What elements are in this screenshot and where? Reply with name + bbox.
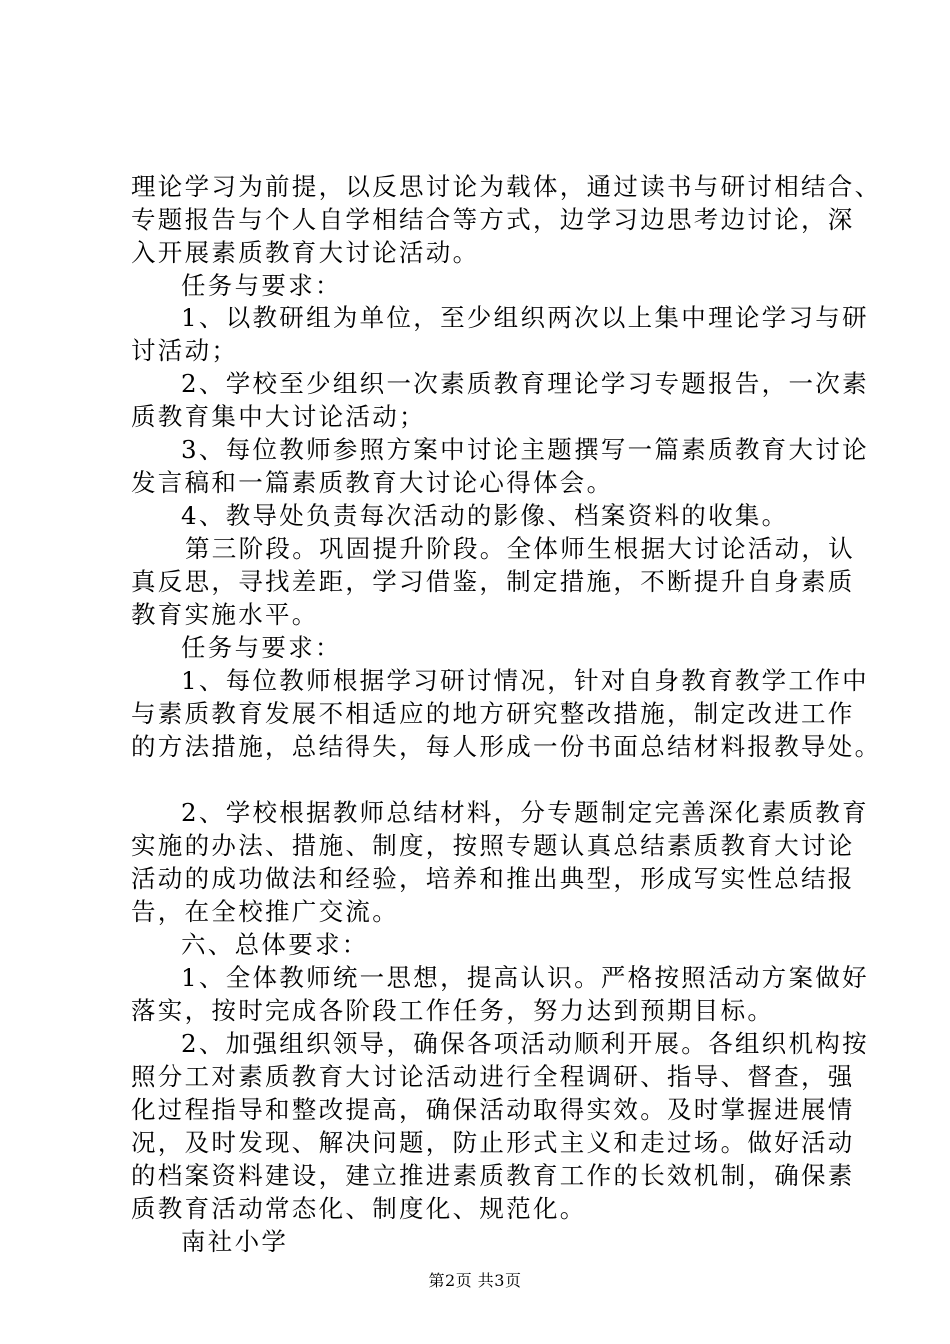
paragraph-line: 1、每位教师根据学习研讨情况，针对自身教育教学工作中 — [181, 666, 869, 695]
section-heading: 六、总体要求： — [181, 930, 369, 959]
paragraph-line: 1、全体教师统一思想，提高认识。严格按照活动方案做好 — [181, 963, 869, 992]
paragraph-line: 2、加强组织领导，确保各项活动顺利开展。各组织机构按 — [181, 1029, 869, 1058]
paragraph-line: 照分工对素质教育大讨论活动进行全程调研、指导、督查，强 — [131, 1062, 855, 1091]
paragraph-line: 教育实施水平。 — [131, 600, 319, 629]
paragraph-line: 质教育活动常态化、制度化、规范化。 — [131, 1194, 587, 1223]
paragraph-line: 入开展素质教育大讨论活动。 — [131, 238, 480, 267]
paragraph-line: 真反思，寻找差距，学习借鉴，制定措施，不断提升自身素质 — [131, 567, 855, 596]
paragraph-line: 质教育集中大讨论活动； — [131, 402, 426, 431]
page-number: 第2页 共3页 — [428, 1271, 522, 1290]
paragraph-line: 发言稿和一篇素质教育大讨论心得体会。 — [131, 468, 614, 497]
paragraph-line: 2、学校根据教师总结材料，分专题制定完善深化素质教育 — [181, 798, 869, 827]
paragraph-line: 活动的成功做法和经验，培养和推出典型，形成写实性总结报 — [131, 864, 855, 893]
paragraph-line: 与素质教育发展不相适应的地方研究整改措施，制定改进工作 — [131, 699, 855, 728]
paragraph-line: 理论学习为前提，以反思讨论为载体，通过读书与研讨相结合、 — [131, 172, 882, 201]
paragraph-line: 的方法措施，总结得失，每人形成一份书面总结材料报教导处。 — [131, 732, 882, 761]
signature-school-name: 南社小学 — [181, 1227, 289, 1256]
section-heading: 任务与要求： — [181, 633, 342, 662]
section-heading: 任务与要求： — [181, 271, 342, 300]
paragraph-line: 讨活动； — [131, 336, 239, 365]
paragraph-line: 3、每位教师参照方案中讨论主题撰写一篇素质教育大讨论 — [181, 435, 869, 464]
page-footer — [0, 1271, 950, 1291]
paragraph-line: 况，及时发现、解决问题，防止形式主义和走过场。做好活动 — [131, 1128, 855, 1157]
paragraph-line: 落实，按时完成各阶段工作任务，努力达到预期目标。 — [131, 996, 775, 1025]
paragraph-line: 告，在全校推广交流。 — [131, 897, 399, 926]
paragraph-line: 实施的办法、措施、制度，按照专题认真总结素质教育大讨论 — [131, 831, 855, 860]
paragraph-line: 2、学校至少组织一次素质教育理论学习专题报告，一次素 — [181, 369, 869, 398]
paragraph-line: 1、以教研组为单位，至少组织两次以上集中理论学习与研 — [181, 303, 869, 332]
paragraph-line: 第三阶段。巩固提升阶段。全体师生根据大讨论活动，认 — [185, 534, 855, 563]
paragraph-line: 化过程指导和整改提高，确保活动取得实效。及时掌握进展情 — [131, 1095, 855, 1124]
paragraph-line: 4、教导处负责每次活动的影像、档案资料的收集。 — [181, 501, 789, 530]
paragraph-line: 专题报告与个人自学相结合等方式，边学习边思考边讨论，深 — [131, 205, 855, 234]
paragraph-line: 的档案资料建设，建立推进素质教育工作的长效机制，确保素 — [131, 1161, 855, 1190]
